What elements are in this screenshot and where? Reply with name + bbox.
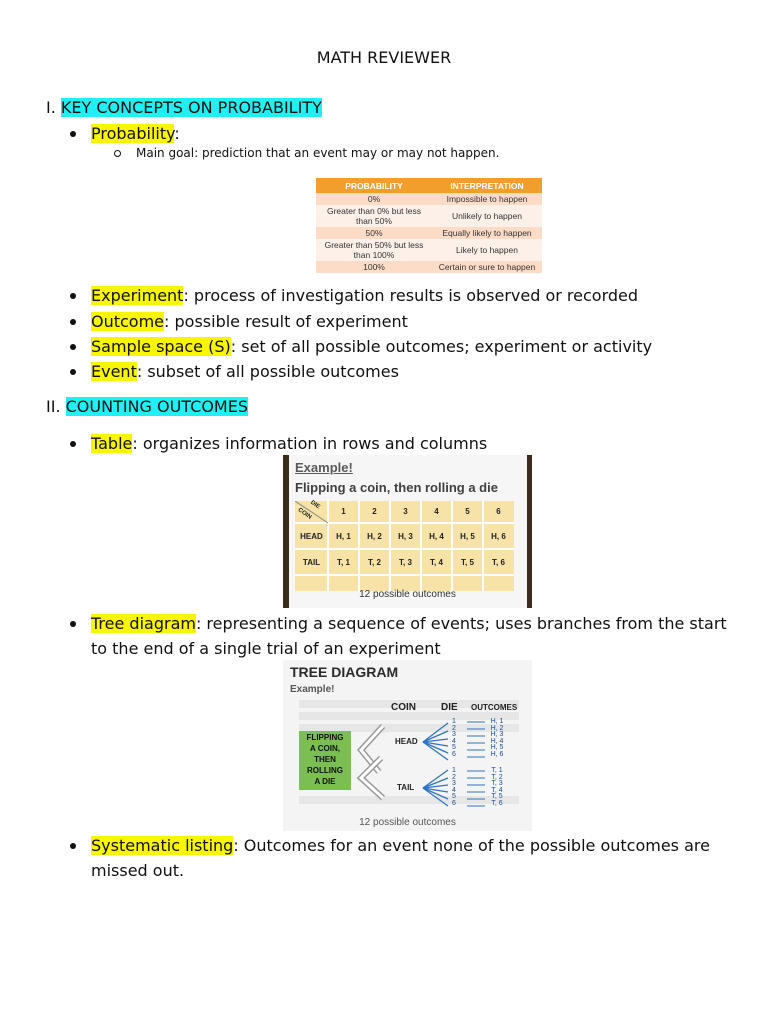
outcome-grid [295,501,514,591]
column-header: 2 [372,507,377,516]
row-label-head: HEAD [300,532,323,541]
probability-table-image [316,178,542,273]
page-title: MATH REVIEWER [316,48,452,67]
bullet-icon [70,843,76,849]
definition-continued: missed out. [91,861,185,880]
table-cell: 100% [316,261,432,273]
table-cell: H, 3 [398,532,413,541]
die-value: 4 [452,786,456,794]
table-cell: Greater than 50% but less than 100% [316,239,432,261]
head-outcomes [488,719,506,758]
tree-diagram-image [283,660,532,831]
section-heading-1 [46,98,322,117]
node-tail: TAIL [397,783,415,792]
table-cell: T, 6 [492,558,505,567]
die-value: 6 [452,750,456,758]
column-header: 1 [341,507,346,516]
table-cell: H, 4 [429,532,444,541]
section-number: I. [46,98,61,117]
die-value: 6 [452,799,456,807]
bullet-icon [70,621,76,627]
box-line: A COIN, [310,744,340,753]
image-caption: 12 possible outcomes [359,589,456,600]
table-row [316,227,542,239]
column-header: 4 [434,507,439,516]
table-row [316,261,542,273]
die-value: 5 [452,744,456,751]
decorative-border [527,455,532,608]
definition: : set of all possible outcomes; experiment or activity [230,337,653,356]
outcome: T, 3 [491,780,503,787]
table-cell: 50% [316,227,432,239]
example-subheading: Flipping a coin, then rolling a die [295,480,498,495]
experiment-box [299,731,351,790]
column-label-coin: COIN [391,702,416,713]
box-line: ROLLING [307,766,343,775]
die-value: 1 [452,767,456,774]
term: Systematic listing [91,836,234,855]
example-heading: Example! [295,460,353,475]
table-cell: Likely to happen [432,239,542,261]
outcome: H, 4 [490,737,504,745]
die-values-tail [449,768,459,807]
node-head: HEAD [395,737,418,746]
bullet-icon [70,319,76,325]
table-cell: H, 6 [491,532,506,541]
term: Experiment [91,286,184,305]
definition: : [174,124,180,143]
definition-continued: to the end of a single trial of an experiment [91,639,441,658]
column-header: 6 [496,507,501,516]
tree-title: TREE DIAGRAM [290,664,399,680]
outcome: T, 5 [491,793,503,800]
definition: : subset of all possible outcomes [136,362,399,381]
coin-die-table-image [283,455,532,608]
row-label-tail: TAIL [302,558,321,567]
outcome: T, 6 [491,799,503,807]
die-values-head [449,719,459,758]
table-cell: T, 3 [399,558,412,567]
corner-label-coin: COIN [296,507,313,521]
definition: : Outcomes for an event none of the possible outcomes are [233,836,710,855]
term: Probability [91,124,175,143]
corner-label-die: DIE [309,499,321,511]
table-cell: Certain or sure to happen [432,261,542,273]
outcome: H, 2 [490,724,504,732]
table-row [316,205,542,227]
term: Event [91,362,137,381]
table-cell: Equally likely to happen [432,227,542,239]
outcome: T, 4 [491,786,503,794]
table-cell: H, 5 [460,532,475,541]
definition: : representing a sequence of events; uses branches from the start [195,614,727,633]
die-value: 2 [452,724,456,732]
section-heading-2 [46,397,248,416]
definition: : process of investigation results is observed or recorded [183,286,639,305]
table-row [316,239,542,261]
table-cell: H, 2 [367,532,382,541]
outcome: H, 1 [490,718,504,725]
bullet-icon [70,344,76,350]
section-title: COUNTING OUTCOMES [65,397,248,416]
table-cell: T, 2 [368,558,381,567]
tail-outcomes [488,768,506,807]
example-label: Example! [290,684,335,695]
table-cell: T, 5 [461,558,474,567]
section-title: KEY CONCEPTS ON PROBABILITY [60,98,322,117]
main-goal-text: Main goal: prediction that an event may or may not happen. [136,146,500,160]
table-cell: 0% [316,193,432,205]
table-cell: T, 1 [337,558,350,567]
table-cell: Unlikely to happen [432,205,542,227]
circle-bullet-icon [114,150,121,157]
table-row [316,193,542,205]
table-cell: Greater than 0% but less than 50% [316,205,432,227]
table-header: INTERPRETATION [432,178,542,193]
outcome: T, 2 [491,773,503,781]
definition: : possible result of experiment [164,312,408,331]
term: Table [91,434,133,453]
bullet-icon [70,369,76,375]
die-value: 1 [452,718,456,725]
box-line: THEN [314,755,336,764]
outcome: H, 5 [490,744,504,751]
table-header: PROBABILITY [316,178,432,193]
column-header: 3 [403,507,408,516]
term: Outcome [91,312,165,331]
column-label-die: DIE [441,702,458,713]
table-cell: H, 1 [336,532,351,541]
die-value: 2 [452,773,456,781]
column-header: 5 [465,507,470,516]
die-value: 3 [452,731,456,738]
table-cell: Impossible to happen [432,193,542,205]
section-number: II. [46,397,66,416]
column-label-outcomes: OUTCOMES [471,703,518,712]
bullet-icon [70,441,76,447]
term: Sample space (S) [91,337,231,356]
decorative-border [283,455,289,608]
term: Tree diagram [91,614,196,633]
die-value: 3 [452,780,456,787]
bullet-icon [70,131,76,137]
image-caption: 12 possible outcomes [359,817,456,828]
outcome: H, 3 [490,731,504,738]
box-line: A DIE [314,777,336,786]
box-line: FLIPPING [306,733,344,742]
bullet-icon [70,293,76,299]
definition: : organizes information in rows and columns [132,434,488,453]
outcome: H, 6 [490,750,504,758]
outcome: T, 1 [491,767,503,774]
die-value: 4 [452,737,456,745]
table-cell: T, 4 [430,558,443,567]
die-value: 5 [452,793,456,800]
